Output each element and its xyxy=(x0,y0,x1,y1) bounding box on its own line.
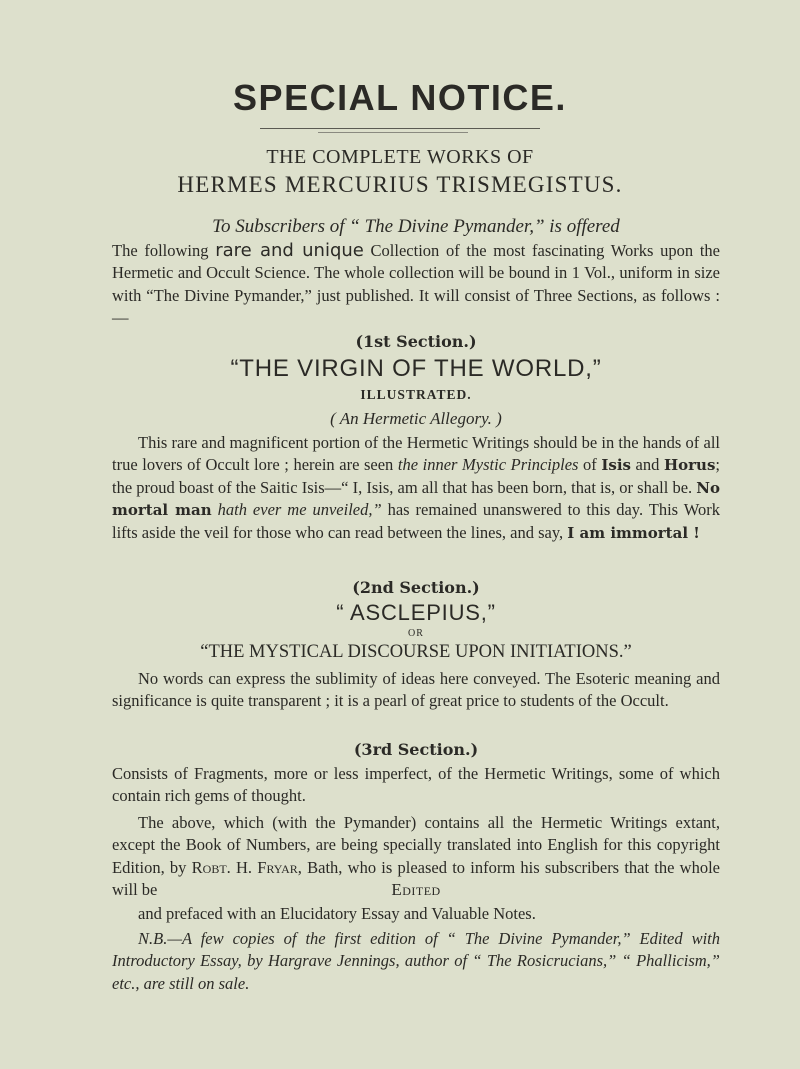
para2-j: hath ever me unveiled,” xyxy=(217,500,382,520)
paragraph-asclepius: No words can express the sublimity of ideas here conveyed. The Esoteric meaning and significance is quite transparent ; it is a pearl of great price to students of the Occult. xyxy=(112,669,720,711)
para1-c: Collection of the most fascinating Works upon the Hermetic and Occult Science. The whole collection will be bound in 1 Vol., uniform in size with “The Divine Pymander,” just published. It will consist of Three Sections, as follows :— xyxy=(112,241,720,328)
page-title: SPECIAL NOTICE. xyxy=(233,77,567,118)
no-mortal-bold: No mortal man xyxy=(112,478,720,520)
section1-subtitle: ( An Hermetic Allegory. ) xyxy=(330,409,502,428)
isis-bold: Isis xyxy=(601,456,631,475)
para2-b: the inner Mystic Principles xyxy=(397,455,579,475)
para2-e: and xyxy=(630,455,664,475)
title-rule-inner xyxy=(318,132,468,133)
immortal-bold: I am immortal ! xyxy=(567,523,700,542)
intro-c: is offered xyxy=(544,216,620,237)
subtitle-hermes: HERMES MERCURIUS TRISMEGISTUS. xyxy=(177,172,623,197)
intro-b: “ The Divine Pymander,” xyxy=(344,216,545,237)
edited-heading: Edited xyxy=(391,880,441,899)
paragraph-collection xyxy=(112,240,720,330)
intro-a: To Subscribers of xyxy=(212,216,345,237)
rare-unique-emphasis: rare and unique xyxy=(215,240,364,261)
para1-a: The following xyxy=(112,241,216,260)
paragraph-fragments: Consists of Fragments, more or less imperfect, of the Hermetic Writings, some of which contain rich gems of thought. xyxy=(112,764,720,806)
paragraph-prefaced: and prefaced with an Elucidatory Essay and Valuable Notes. xyxy=(138,904,536,923)
para5-c: , Bath, who is pleased to inform his subscribers that the whole will be xyxy=(112,857,720,900)
para2-g: ; the proud boast of the Saitic Isis—“ I, Isis, am all that has been born, that is, or shall be. xyxy=(112,455,720,497)
title-rule xyxy=(260,128,540,129)
intro-line xyxy=(112,216,720,238)
section2-title2: “THE MYSTICAL DISCOURSE UPON INITIATIONS.” xyxy=(200,642,632,662)
horus-bold: Horus xyxy=(663,456,716,475)
section1-title: “THE VIRGIN OF THE WORLD,” xyxy=(230,355,602,382)
para2-a: This rare and magnificent portion of the Hermetic Writings should be in the hands of all true lovers of Occult lore ; herein are seen xyxy=(112,433,720,475)
paragraph-virgin xyxy=(112,432,720,544)
para5-a: The above, which (with the Pymander) contains all the Hermetic Writings extant, except the Book of Numbers, are being specially translated into English for this copyright Edition, by xyxy=(112,813,720,877)
section2-title: “ ASCLEPIUS,” xyxy=(336,600,496,625)
para2-k: has remained unanswered to this day. This Work lifts aside the veil for those who can read between the lines, and say, xyxy=(112,500,720,542)
nb-note: N.B.—A few copies of the first edition of “ The Divine Pymander,” Edited with Introductory Essay, by Hargrave Jennings, author of “ The Rosicrucians,” “ Phallicism,” etc., are still on sale. xyxy=(112,929,720,993)
para2-c: of xyxy=(578,455,602,475)
translator-name: Robt. H. Fryar xyxy=(191,857,298,877)
subtitle-complete-works: THE COMPLETE WORKS OF xyxy=(266,146,534,168)
section1-label: (1st Section.) xyxy=(355,332,477,351)
section3-label: (3rd Section.) xyxy=(353,740,479,759)
section2-label: (2nd Section.) xyxy=(352,578,480,597)
section2-or: OR xyxy=(408,628,424,639)
section1-illustrated: ILLUSTRATED. xyxy=(360,387,472,402)
